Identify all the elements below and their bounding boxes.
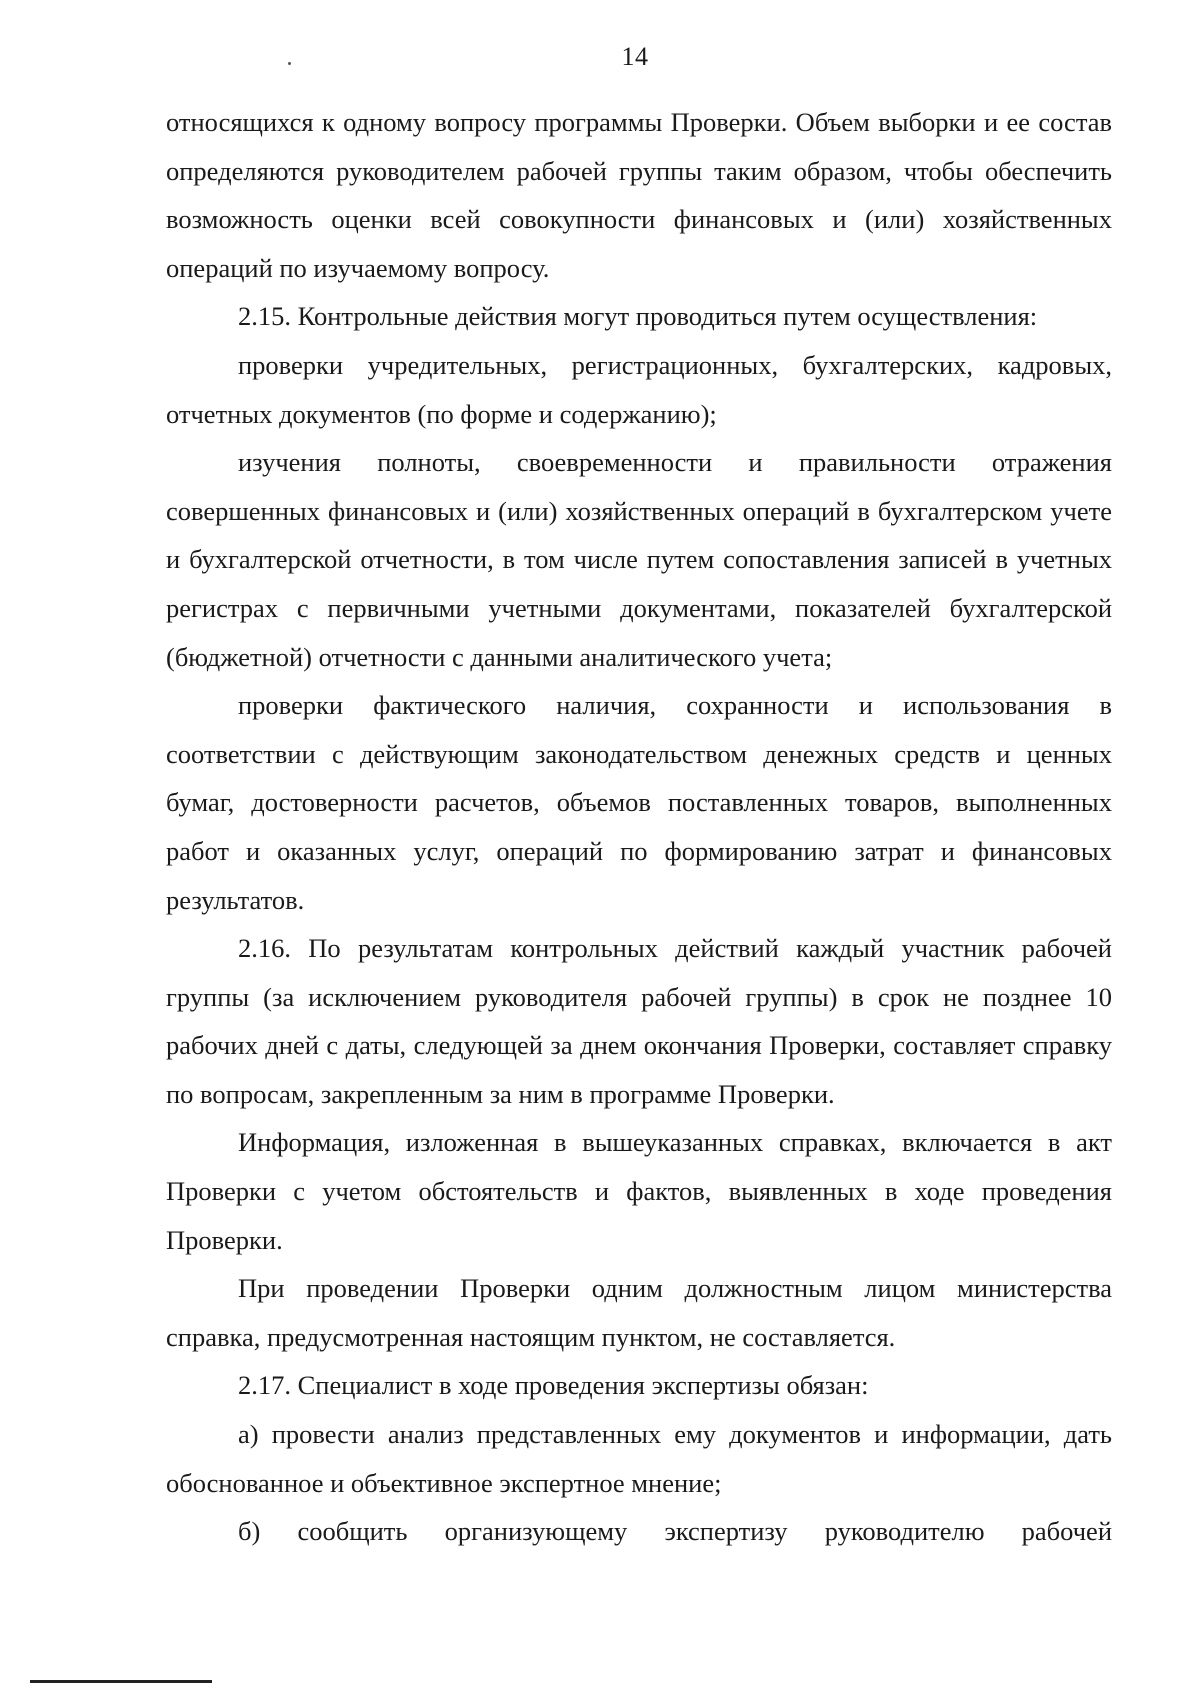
paragraph-2-17: 2.17. Специалист в ходе проведения экспертизы обязан: [238,1370,869,1401]
page-number: 14 [621,42,649,71]
document-body [166,98,1112,1556]
paragraph-item-b: б) сообщить организующему экспертизу руководителю рабочей [238,1516,1112,1547]
paragraph-continuation: относящихся к одному вопросу программы Проверки. Объем выборки и ее состав определяются руководителем рабочей группы таким образом, чтобы обеспечить возможность оценки всей совокупности финансовых и (или) хозяйственных операций по изучаемому вопросу. [166,107,1112,283]
paragraph-single-official: При проведении Проверки одним должностным лицом министерства справка, предусмотренная настоящим пунктом, не составляется. [166,1273,1112,1352]
paragraph-information-included: Информация, изложенная в вышеуказанных справках, включается в акт Проверки с учетом обстоятельств и фактов, выявленных в ходе проведения Проверки. [166,1127,1112,1255]
paragraph-2-16: 2.16. По результатам контрольных действий каждый участник рабочей группы (за исключением руководителя рабочей группы) в срок не позднее 10 рабочих дней с даты, следующей за днем окончания Проверки, составляет справку по вопросам, закрепленным за ним в программе Проверки. [166,933,1112,1109]
paragraph-item-a: а) провести анализ представленных ему документов и информации, дать обоснованное и объективное экспертное мнение; [166,1419,1112,1498]
scan-artifact [288,62,291,65]
paragraph-check-availability: проверки фактического наличия, сохранности и использования в соответствии с действующим законодательством денежных средств и ценных бумаг, достоверности расчетов, объемов поставленных товаров, выполненных работ и оказанных услуг, операций по формированию затрат и финансовых результатов. [166,690,1112,915]
paragraph-check-documents: проверки учредительных, регистрационных, бухгалтерских, кадровых, отчетных документов (по форме и содержанию); [166,349,1112,429]
paragraph-2-15: 2.15. Контрольные действия могут проводиться путем осуществления: [238,301,1038,332]
bottom-rule [30,1680,212,1683]
paragraph-study-completeness: изучения полноты, своевременности и правильности отражения совершенных финансовых и (или) хозяйственных операций в бухгалтерском учете и бухгалтерской отчетности, в том числе путем сопоставления записей в учетных регистрах с первичными учетными документами, показателей бухгалтерской (бюджетной) отчетности с данными аналитического учета; [166,447,1112,672]
